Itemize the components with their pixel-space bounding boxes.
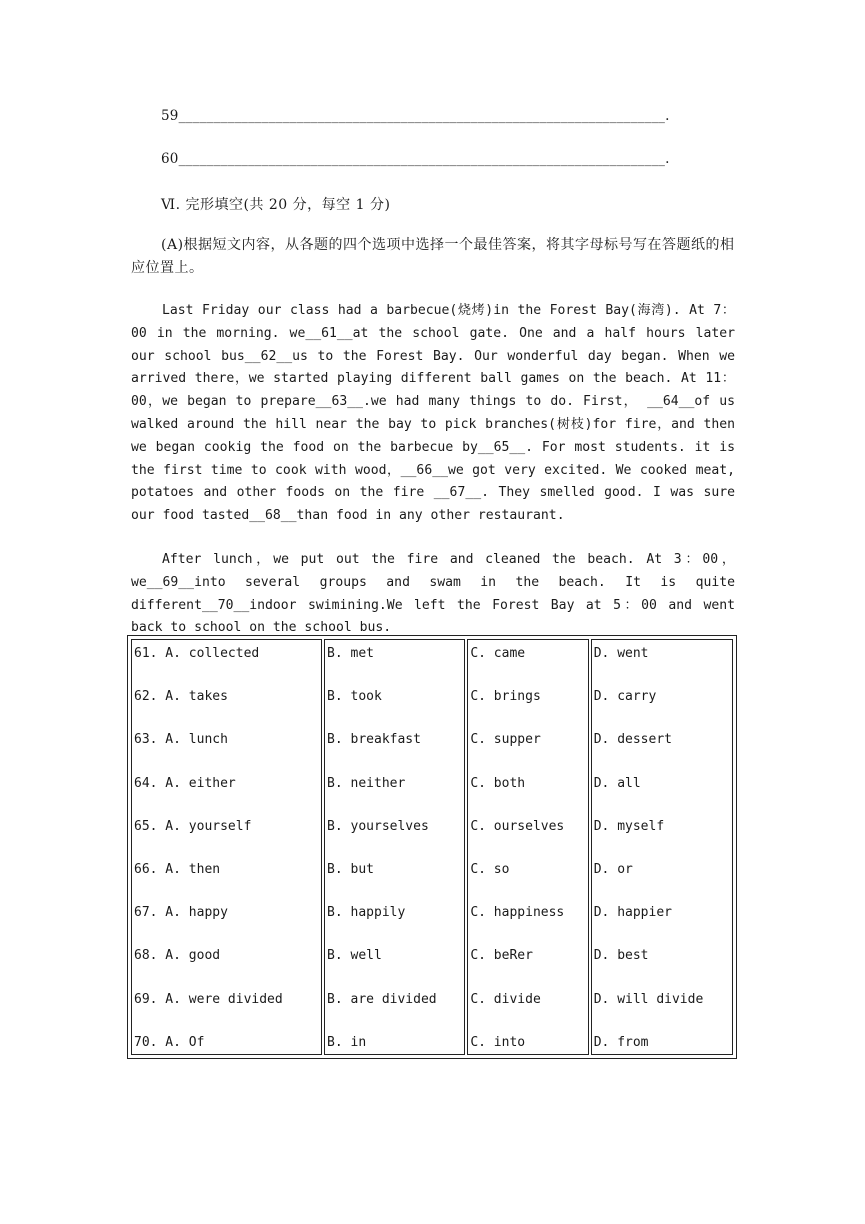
answer-line-60: [161, 151, 670, 167]
option-cell: 70. A. Of: [134, 1034, 205, 1050]
answer-line-end: .: [665, 108, 670, 124]
option-cell: B. happily: [327, 905, 406, 921]
options-column-d: [591, 639, 733, 1055]
option-cell: C. ourselves: [470, 818, 565, 834]
option-cell: C. so: [470, 861, 510, 877]
option-cell: B. in: [327, 1034, 367, 1050]
option-cell: D. all: [593, 775, 641, 791]
option-cell: B. neither: [327, 775, 406, 791]
option-cell: B. met: [327, 646, 374, 661]
answer-line-59: [161, 108, 670, 124]
options-column-b: [324, 639, 465, 1055]
option-cell: C. both: [470, 775, 526, 791]
answer-blank: ______________________________________________________________________: [178, 151, 666, 167]
option-cell: B. but: [327, 861, 374, 877]
options-column-c: [467, 639, 588, 1055]
option-cell: 68. A. good: [134, 948, 221, 964]
option-cell: 67. A. happy: [134, 905, 228, 921]
answer-line-label: 60: [161, 151, 179, 167]
option-cell: 66. A. then: [134, 861, 221, 877]
option-cell: D. happier: [593, 905, 672, 921]
option-cell: B. are divided: [327, 991, 437, 1007]
option-cell: D. went: [593, 646, 649, 661]
option-cell: D. or: [593, 861, 633, 877]
answer-line-label: 59: [161, 108, 179, 124]
answer-blank: ______________________________________________________________________: [178, 108, 666, 124]
option-cell: D. carry: [593, 689, 657, 705]
option-cell: D. best: [593, 948, 649, 964]
option-cell: B. took: [327, 689, 382, 705]
option-cell: C. supper: [470, 732, 541, 748]
passage-paragraph-1: Last Friday our class had a barbecue(烧烤)in the Forest Bay(海湾). At 7：00 in the morning. we__61__at the school gate. One and a half hours later our school bus__62__us to the Forest Bay. Our wonderful day began. When we arrived there，we started playing different ball games on the beach. At 11：00，we began to prepare__63__.we had many things to do. First， __64__of us walked around the hill near the bay to pick branches(树枝)for fire，and then we began cookig the food on the barbecue by__65__. For most students. it is the first time to cook with wood，__66__we got very excited. We cooked meat, potatoes and other foods on the fire __67__. They smelled good. I was sure our food tasted__68__than food in any other restaurant.: [131, 303, 735, 524]
option-cell: C. divide: [470, 991, 541, 1007]
option-cell: 65. A. yourself: [134, 818, 252, 834]
options-table: [127, 635, 737, 1059]
option-cell: 61. A. collected: [134, 646, 260, 661]
passage-paragraph-2: After lunch，we put out the fire and cleaned the beach. At 3：00，we__69__into several groups and swam in the beach. It is quite different__70__indoor swimining.We left the Forest Bay at 5：00 and went back to school on the school bus.: [131, 552, 735, 636]
answer-line-end: .: [665, 151, 670, 167]
option-cell: D. myself: [593, 818, 665, 834]
option-cell: C. happiness: [470, 905, 565, 921]
option-cell: C. beRer: [470, 948, 533, 964]
option-cell: C. into: [470, 1034, 526, 1050]
option-cell: B. well: [327, 948, 382, 964]
option-cell: C. came: [470, 646, 526, 661]
option-cell: 62. A. takes: [134, 689, 228, 705]
options-column-a: [131, 639, 322, 1055]
option-cell: 69. A. were divided: [134, 991, 283, 1007]
option-cell: D. dessert: [593, 732, 672, 748]
option-cell: C. brings: [470, 689, 541, 705]
instruction: (A)根据短文内容，从各题的四个选项中选择一个最佳答案，将其字母标号写在答题纸的相应位置上。: [131, 237, 735, 276]
option-cell: B. breakfast: [327, 732, 421, 748]
option-cell: 63. A. lunch: [134, 732, 228, 748]
option-cell: D. from: [593, 1034, 649, 1050]
section-title: Ⅵ. 完形填空(共 20 分，每空 1 分): [161, 197, 391, 213]
option-cell: B. yourselves: [327, 818, 429, 834]
option-cell: 64. A. either: [134, 775, 236, 791]
option-cell: D. will divide: [593, 991, 704, 1007]
